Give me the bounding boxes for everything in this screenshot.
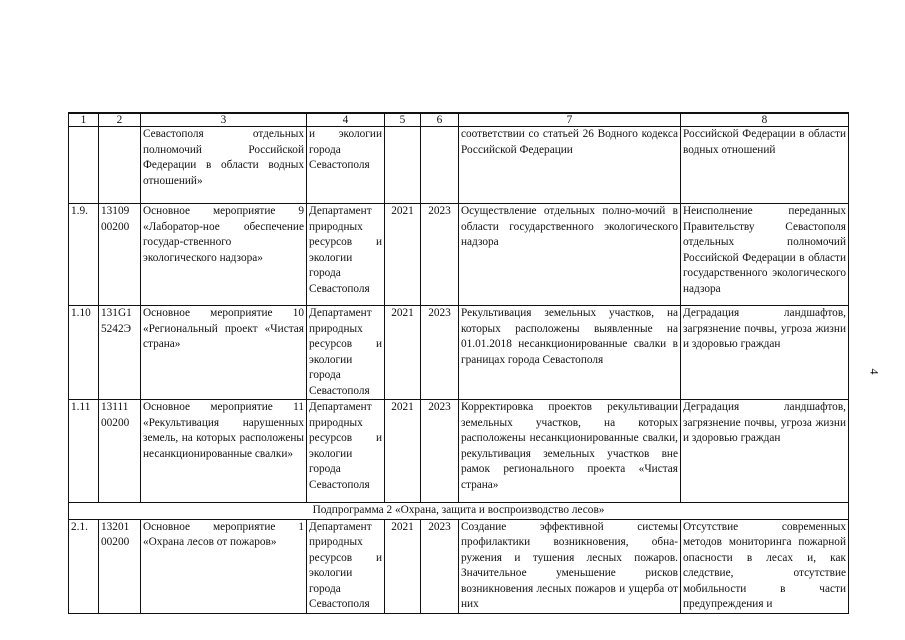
- start-year: [385, 127, 421, 204]
- expected-result: Осуществление отдельных полно-мочий в области государственного экологического надзора: [459, 204, 681, 306]
- executor: Департамент природных ресурсов и экологии города Севастополя: [307, 204, 385, 306]
- document-table: [68, 112, 849, 614]
- header-cell: 5: [385, 113, 421, 127]
- header-cell: 1: [69, 113, 99, 127]
- header-cell: 3: [141, 113, 307, 127]
- header-cell: 6: [421, 113, 459, 127]
- risk: Отсутствие современных методов мониторинга пожарной опасности в лесах и, как следствие, отсутствие мобильности в части предупреждения и: [681, 519, 849, 613]
- risk: Деградация ландшафтов, загрязнение почвы, угроза жизни и здоровью граждан: [681, 400, 849, 503]
- start-year: 2021: [385, 204, 421, 306]
- row-number: 1.9.: [69, 204, 99, 306]
- start-year: 2021: [385, 400, 421, 503]
- risk: Неисполнение переданных Правительству Севастополя отдельных полномочий Российской Федерации в области государственного экологического надзора: [681, 204, 849, 306]
- measure-name: Основное мероприятие 11 «Рекультивация нарушенных земель, на которых расположены несанкционированные свалки»: [141, 400, 307, 503]
- measure-name: Основное мероприятие 9 «Лаборатор-ное обеспечение государ-ственного экологического надзора»: [141, 204, 307, 306]
- expected-result: Создание эффективной системы профилактики возникновения, обна-ружения и тушения лесных пожаров. Значительное уменьшение рисков возникновения лесных пожаров и ущерба от них: [459, 519, 681, 613]
- risk: Российской Федерации в области водных отношений: [681, 127, 849, 204]
- end-year: 2023: [421, 204, 459, 306]
- budget-code: 131G1 5242Э: [99, 306, 141, 400]
- row-number: 1.10: [69, 306, 99, 400]
- header-cell: 8: [681, 113, 849, 127]
- end-year: 2023: [421, 400, 459, 503]
- executor: Департамент природных ресурсов и экологии города Севастополя: [307, 400, 385, 503]
- header-cell: 4: [307, 113, 385, 127]
- end-year: 2023: [421, 519, 459, 613]
- table-row: [69, 127, 849, 204]
- budget-code: 13109 00200: [99, 204, 141, 306]
- table-row: [69, 306, 849, 400]
- row-number: [69, 127, 99, 204]
- page-number: 4: [867, 368, 882, 375]
- expected-result: Рекультивация земельных участков, на которых расположены выявленные на 01.01.2018 несанкционированные свалки в границах города Севастополя: [459, 306, 681, 400]
- expected-result: Корректировка проектов рекультивации земельных участков, на которых расположены несанкционированные свалки, рекультивация земельных участков вне рамок регионального проекта «Чистая страна»: [459, 400, 681, 503]
- header-row: [69, 113, 849, 127]
- end-year: 2023: [421, 306, 459, 400]
- executor: и экологии города Севастополя: [307, 127, 385, 204]
- header-cell: 2: [99, 113, 141, 127]
- table-row: [69, 400, 849, 503]
- budget-code: 13111 00200: [99, 400, 141, 503]
- executor: Департамент природных ресурсов и экологии города Севастополя: [307, 519, 385, 613]
- budget-code: 13201 00200: [99, 519, 141, 613]
- measure-name: Севастополя отдельных полномочий Российской Федерации в области водных отношений»: [141, 127, 307, 204]
- row-number: 1.11: [69, 400, 99, 503]
- subprogram-row: [69, 503, 849, 520]
- measure-name: Основное мероприятие 10 «Региональный проект «Чистая страна»: [141, 306, 307, 400]
- measure-name: Основное мероприятие 1 «Охрана лесов от пожаров»: [141, 519, 307, 613]
- start-year: 2021: [385, 306, 421, 400]
- expected-result: соответствии со статьей 26 Водного кодекса Российской Федерации: [459, 127, 681, 204]
- subprogram-title: Подпрограмма 2 «Охрана, защита и воспроизводство лесов»: [69, 503, 849, 520]
- header-cell: 7: [459, 113, 681, 127]
- row-number: 2.1.: [69, 519, 99, 613]
- start-year: 2021: [385, 519, 421, 613]
- executor: Департамент природных ресурсов и экологии города Севастополя: [307, 306, 385, 400]
- table-row: [69, 519, 849, 613]
- budget-code: [99, 127, 141, 204]
- risk: Деградация ландшафтов, загрязнение почвы, угроза жизни и здоровью граждан: [681, 306, 849, 400]
- table-row: [69, 204, 849, 306]
- end-year: [421, 127, 459, 204]
